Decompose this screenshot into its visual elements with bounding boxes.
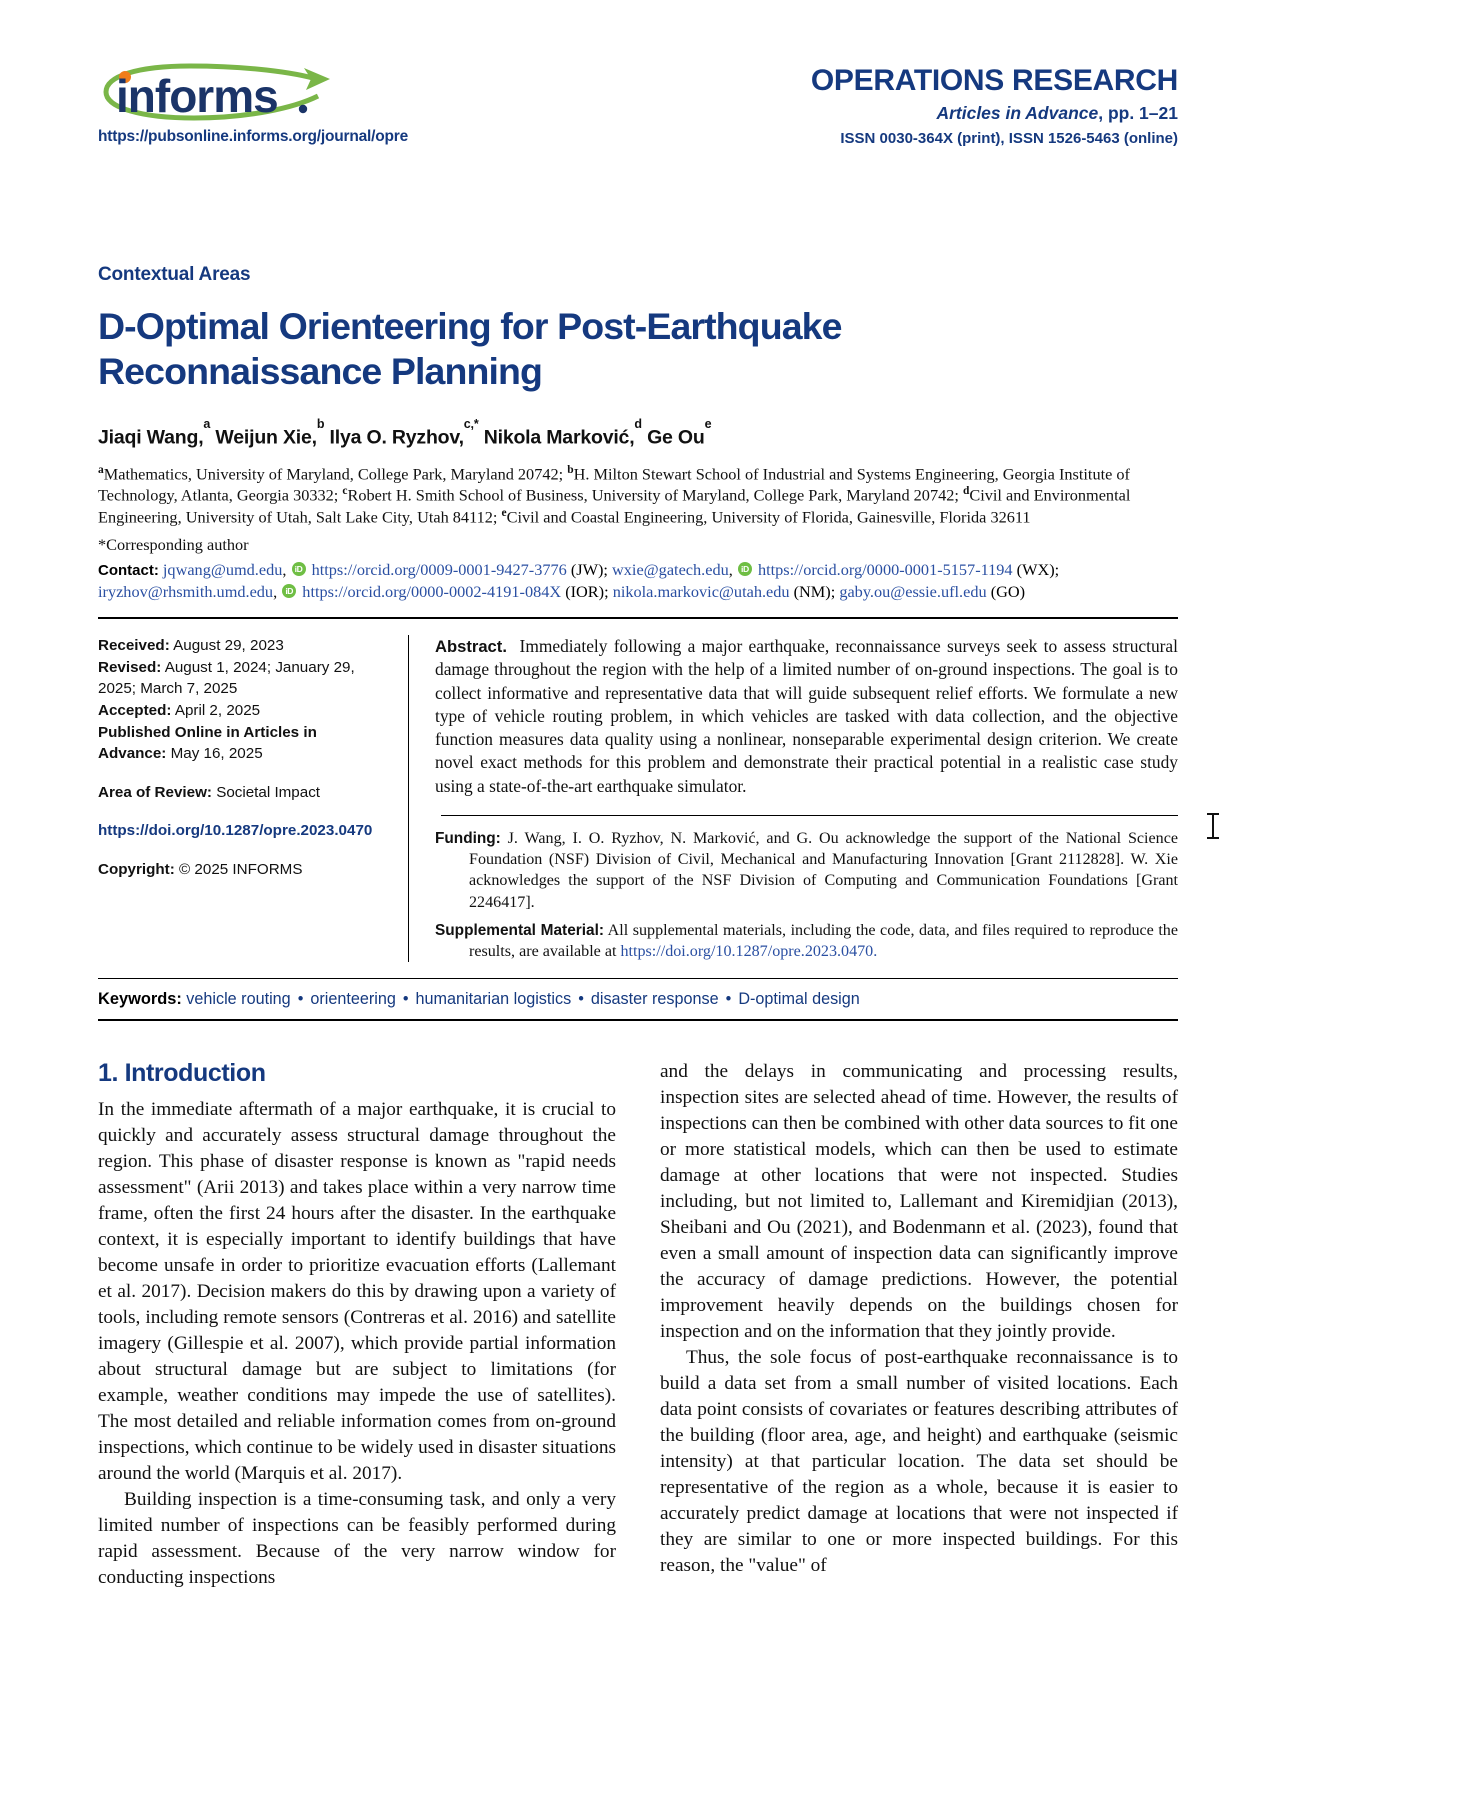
affiliations: $^a$Mathematics, University of Maryland, College Park, Maryland 20742; $^b$H. Milton Stewart School of Industrial and Systems Engineering, Georgia Institute of Technology, Atlanta, Georgia 30332; $^c$Robert H. Smith School of Business, University of Maryland, College Park, Maryland 20742; $^d$Civil and Environmental Engineering, University of Utah, Salt Lake City, Utah 84112; $^e$Civil and Coastal Engineering, University of Florida, Gainesville, Florida 32611: [98, 463, 1131, 527]
informs-logo-block: [98, 62, 518, 146]
contact-initials: (GO): [990, 582, 1026, 602]
published-value: May 16, 2025: [170, 745, 263, 763]
svg-text:informs: informs: [116, 70, 278, 122]
keywords-row: [98, 979, 1178, 1019]
paragraph: Building inspection is a time-consuming task, and only a very limited number of inspections can be feasibly performed during rapid assessment. Because of the very narrow window for conducting inspections: [98, 1488, 616, 1588]
keyword-separator: •: [402, 990, 409, 1009]
keyword[interactable]: disaster response: [590, 990, 719, 1009]
left-column-text: [98, 1097, 616, 1590]
keyword[interactable]: orienteering: [310, 990, 396, 1009]
introduction-heading: 1. Introduction: [98, 1059, 266, 1088]
revised-value: August 1, 2024; January 29, 2025; March 7, 2025: [98, 658, 355, 698]
supplemental-paragraph: [435, 920, 1178, 963]
copyright-line: [98, 859, 386, 881]
area-of-review-label: Area of Review:: [98, 783, 212, 801]
accepted-line: [98, 700, 386, 722]
abstract-region: [435, 635, 1178, 962]
published-line: [98, 722, 386, 765]
abstract-funding-divider: [441, 815, 1178, 816]
accepted-value: April 2, 2025: [174, 701, 261, 719]
body-column-right: [660, 1059, 1178, 1590]
keyword[interactable]: vehicle routing: [186, 990, 291, 1009]
contact-initials: (NM);: [793, 582, 836, 602]
issn-line: ISSN 0030-364X (print), ISSN 1526-5463 (online): [840, 129, 1178, 147]
keyword[interactable]: humanitarian logistics: [415, 990, 572, 1009]
page-title: D-Optimal Orienteering for Post-Earthquake Reconnaissance Planning: [98, 305, 842, 392]
contact-email[interactable]: jqwang@umd.edu: [162, 560, 283, 580]
articles-in-advance-label: Articles in Advance: [936, 102, 1099, 123]
abstract-text-block: [435, 635, 1178, 798]
contact-email[interactable]: wxie@gatech.edu: [612, 560, 729, 580]
copyright-value: © 2025 INFORMS: [179, 860, 303, 878]
body-column-left: [98, 1059, 616, 1590]
copyright-group: [98, 859, 386, 881]
vertical-divider: [408, 635, 409, 962]
contact-email[interactable]: nikola.markovic@utah.edu: [612, 582, 790, 602]
author-list: Jiaqi Wang,$^a$ Weijun Xie,$^b$ Ilya O. Ryzhov,$^{c,*}$ Nikola Marković,$^d$ Ge Ou$^e$: [98, 417, 712, 449]
keyword-items[interactable]: [186, 990, 859, 1008]
doi-link[interactable]: https://doi.org/10.1287/opre.2023.0470: [98, 822, 373, 840]
area-of-review-line: [98, 782, 386, 804]
supplemental-link[interactable]: https://doi.org/10.1287/opre.2023.0470.: [620, 943, 878, 961]
supplemental-text: All supplemental materials, including the code, data, and files required to reproduce the results, are available at: [469, 921, 1178, 961]
contact-initials: (JW);: [570, 560, 608, 580]
keyword-separator: •: [725, 990, 732, 1009]
area-of-review-value: Societal Impact: [216, 783, 321, 801]
masthead: [98, 62, 1178, 172]
received-line: [98, 635, 386, 657]
journal-url[interactable]: https://pubsonline.informs.org/journal/opre: [98, 128, 409, 145]
informs-logo-icon: [98, 62, 518, 124]
corresponding-author-note: *Corresponding author: [98, 535, 249, 555]
journal-name: OPERATIONS RESEARCH: [810, 64, 1178, 97]
paragraph: and the delays in communicating and processing results, inspection sites are selected ahead of time. However, the results of inspections can then be combined with other data sources to fit one or more statistical models, which can then be used to estimate damage at other locations that were not inspected. Studies including, but not limited to, Lallemant and Kiremidjian (2013), Sheibani and Ou (2021), and Bodenmann et al. (2023), found that even a small amount of inspection data can significantly improve the accuracy of damage predictions. However, the potential improvement heavily depends on the buildings chosen for inspection and on the information that they jointly provide.: [660, 1061, 1178, 1342]
orcid-icon[interactable]: [282, 584, 296, 598]
area-of-review-group: [98, 782, 386, 804]
contact-initials: (WX);: [1016, 560, 1060, 580]
keyword[interactable]: D-optimal design: [738, 990, 860, 1009]
revised-line: [98, 657, 386, 700]
metadata-sidebar: [98, 635, 408, 962]
contact-email[interactable]: iryzhov@rhsmith.umd.edu: [98, 582, 274, 602]
contact-line: [98, 559, 1160, 603]
received-value: August 29, 2023: [173, 637, 284, 655]
doi-group: [98, 820, 386, 842]
accepted-label: Accepted:: [98, 701, 172, 719]
right-column-text: [660, 1059, 1178, 1578]
orcid-link[interactable]: https://orcid.org/0000-0002-4191-084X: [302, 582, 562, 602]
orcid-icon[interactable]: [292, 562, 306, 576]
keyword-separator: •: [297, 990, 304, 1009]
contact-label: Contact:: [98, 562, 159, 580]
funding-region: [435, 828, 1178, 963]
text-cursor: [1212, 813, 1214, 839]
orcid-link[interactable]: https://orcid.org/0009-0001-9427-3776: [311, 560, 567, 580]
orcid-icon[interactable]: [738, 562, 752, 576]
revised-label: Revised:: [98, 658, 162, 676]
orcid-link[interactable]: https://orcid.org/0000-0001-5157-1194: [757, 560, 1013, 580]
keyword-separator: •: [578, 990, 584, 1009]
divider-top: [98, 617, 1178, 619]
abstract-text: Immediately following a major earthquake, reconnaissance surveys seek to assess structural damage throughout the region with the help of a limited number of on-ground inspections. The goal is to collect informative and representative data that will guide subsequent relief efforts. We formulate a new type of vehicle routing problem, in which vehicles are tasked with data collection, and the objective function measures data quality using a nonlinear, nonseparable experimental design criterion. We create novel exact methods for this problem and demonstrate their practical potential in a realistic case study using a state-of-the-art earthquake simulator.: [435, 636, 1178, 796]
body-columns: [98, 1059, 1178, 1590]
page-range: , pp. 1–21: [1098, 102, 1178, 123]
keywords-label: Keywords:: [98, 990, 182, 1009]
contact-email[interactable]: gaby.ou@essie.ufl.edu: [839, 582, 987, 602]
meta-abstract-region: [98, 635, 1178, 962]
articles-in-advance: [811, 103, 1178, 124]
contact-entries[interactable]: jqwang@umd.edu, iD https://orcid.org/0009-0001-9427-3776 (JW); wxie@gatech.edu, iD https://orcid.org/0000-0001-5157-1194 (WX); iryzhov@rhsmith.umd.edu, iD https://orcid.org/0000-0002-4191-084X (IOR); nikola.markovic@utah.edu (NM); gaby.ou@essie.ufl.edu (GO): [98, 560, 1059, 601]
section-label: Contextual Areas: [98, 264, 251, 285]
dates-group: [98, 635, 386, 764]
copyright-label: Copyright:: [98, 860, 175, 878]
funding-text: J. Wang, I. O. Ryzhov, N. Marković, and G. Ou acknowledge the support of the National Science Foundation (NSF) Division of Civil, Mechanical and Manufacturing Innovation [Grant 2112828]. W. Xie acknowledges the support of the NSF Division of Computing and Communication Foundations [Grant 2246417].: [469, 829, 1178, 911]
contact-initials: (IOR);: [565, 582, 609, 602]
masthead-right: [811, 64, 1178, 147]
received-label: Received:: [98, 637, 170, 655]
abstract-heading: Abstract.: [435, 637, 507, 657]
paragraph: In the immediate aftermath of a major earthquake, it is crucial to quickly and accurately assess structural damage throughout the region. This phase of disaster response is known as "rapid needs assessment" (Arii 2013) and takes place within a very narrow time frame, often the first 24 hours after the disaster. In the earthquake context, it is especially important to identify buildings that have become unsafe in order to prioritize evacuation efforts (Lallemant et al. 2017). Decision makers do this by drawing upon a variety of tools, including remote sensors (Contreras et al. 2016) and satellite imagery (Gillespie et al. 2007), which provide partial information about structural damage but are subject to limitations (for example, weather conditions may impede the use of satellites). The most detailed and reliable information comes from on-ground inspections, which continue to be widely used in disaster situations around the world (Marquis et al. 2017).: [98, 1099, 616, 1484]
published-label: Published Online in Articles in Advance:: [98, 723, 317, 763]
funding-label: Funding:: [435, 829, 501, 847]
supplemental-label: Supplemental Material:: [435, 921, 604, 939]
keywords-divider-bottom: [98, 1019, 1178, 1021]
funding-paragraph: [435, 828, 1178, 913]
paragraph: Thus, the sole focus of post-earthquake reconnaissance is to build a data set from a small number of visited locations. Each data point consists of covariates or features describing attributes of the building (floor area, age, and height) and earthquake (seismic intensity) at that particular location. The data set should be representative of the region as a whole, because it is easier to accurately predict damage at locations that were not inspected if they are similar to one or more inspected buildings. For this reason, the "value" of: [660, 1346, 1178, 1576]
